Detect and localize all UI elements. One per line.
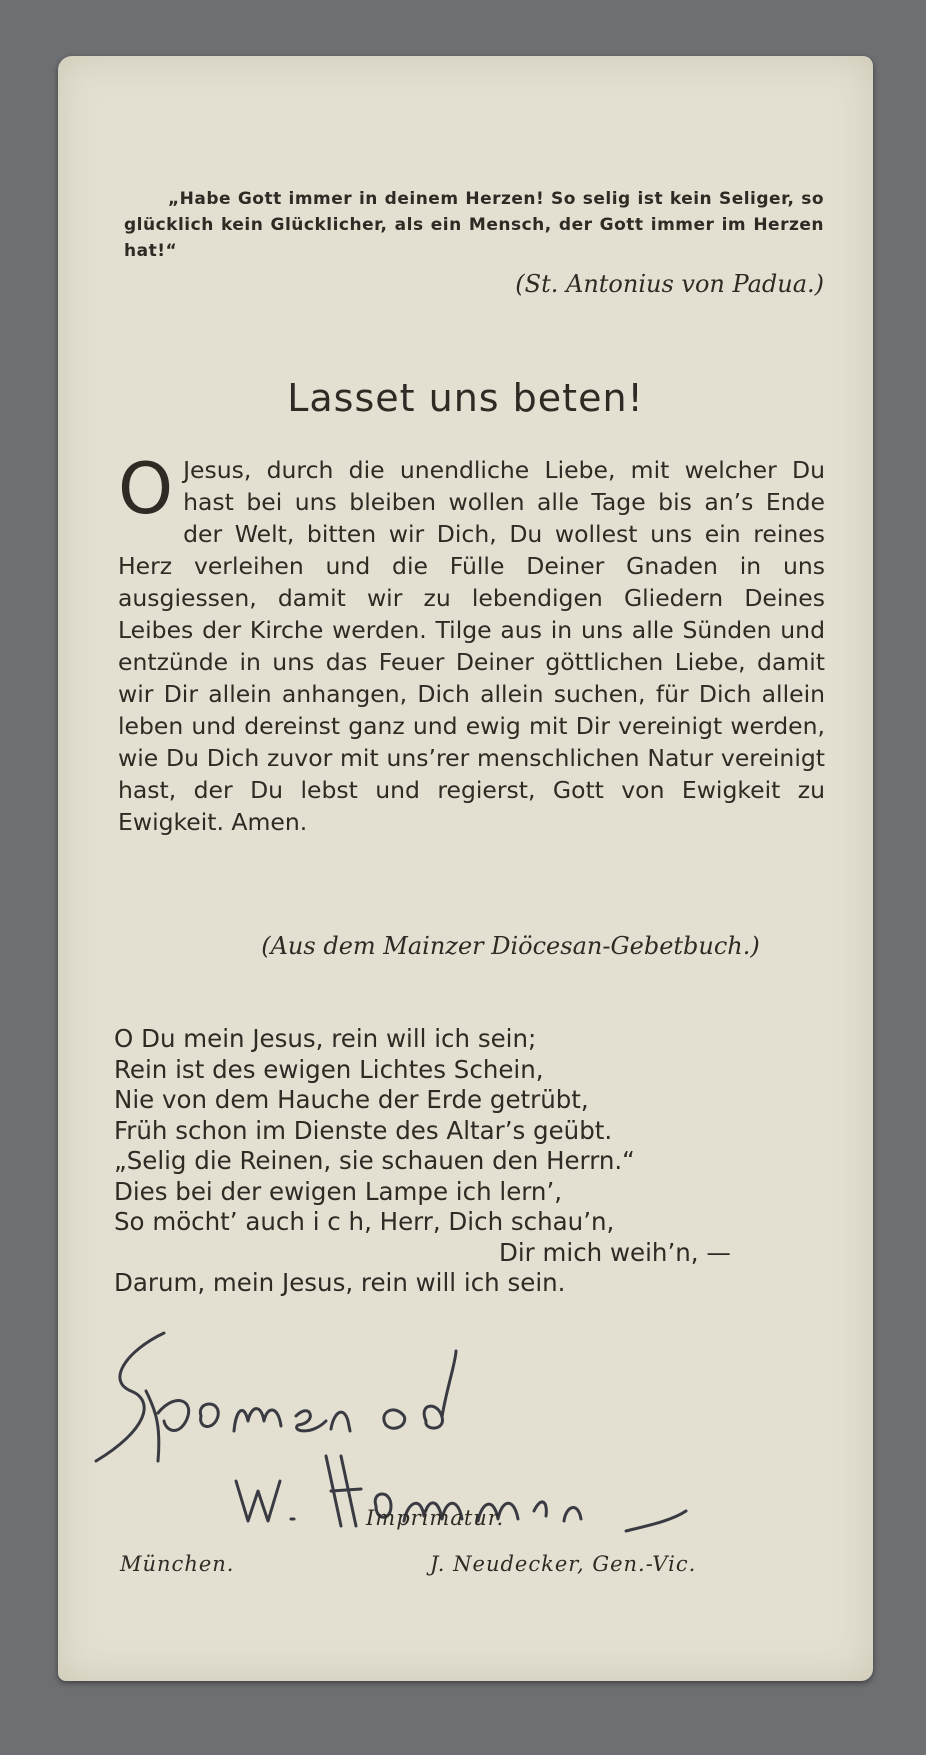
poem-line: „Selig die Reinen, sie schauen den Herrn.“ [114, 1146, 635, 1175]
poem-line: So möcht’ auch i c h, Herr, Dich schau’n, [114, 1207, 615, 1236]
vicar-signature: J. Neudecker, Gen.-Vic. [430, 1552, 697, 1576]
poem-line: Darum, mein Jesus, rein will ich sein. [114, 1268, 566, 1297]
city-label: München. [120, 1552, 235, 1576]
prayer-initial: O [118, 448, 174, 530]
antonius-quote: „Habe Gott immer in deinem Herzen! So selig ist kein Seliger, so glücklich kein Glücklicher, als ein Mensch, der Gott immer im Herzen hat!“ [124, 189, 824, 261]
imprimatur-label: Imprimatur. [366, 1506, 505, 1530]
prayer-body: Jesus, durch die unendliche Liebe, mit welcher Du hast bei uns bleiben wollen alle Tage bis an’s Ende der Welt, bitten wir Dich, Du wollest uns ein reines Herz verleihen und die Fülle Deiner Gnaden in uns ausgiessen, damit wir zu lebendigen Gliedern Deines Leibes der Kirche werden. Tilge aus in uns alle Sünden und entzünde in uns das Feuer Deiner göttlichen Liebe, damit wir Dir allein anhangen, Dich allein suchen, für Dich allein leben und dereinst ganz und ewig mit Dir vereinigt werden, wie Du Dich zuvor mit uns’rer menschlichen Natur vereinigt hast, der Du lebst und regierst, Gott von Ewigkeit zu Ewigkeit. Amen. [118, 456, 825, 836]
poem-line: Früh schon im Dienste des Altar’s geübt. [114, 1115, 613, 1145]
prayer-card [58, 56, 873, 1681]
poem-line: Dir mich weih’n, — [499, 1237, 731, 1267]
prayer-text-block [118, 448, 825, 838]
prayer-heading: Lasset uns beten! [287, 376, 644, 420]
poem-line: Dies bei der ewigen Lampe ich lern’, [114, 1176, 563, 1206]
poem-line: O Du mein Jesus, rein will ich sein; [114, 1024, 537, 1053]
poem-line: Nie von dem Hauche der Erde getrübt, [114, 1085, 589, 1114]
quote-source: (St. Antonius von Padua.) [515, 270, 824, 298]
poem [114, 1024, 834, 1299]
poem-line: Rein ist des ewigen Lichtes Schein, [114, 1054, 544, 1084]
prayer-source: (Aus dem Mainzer Diöcesan-Gebetbuch.) [261, 932, 760, 960]
